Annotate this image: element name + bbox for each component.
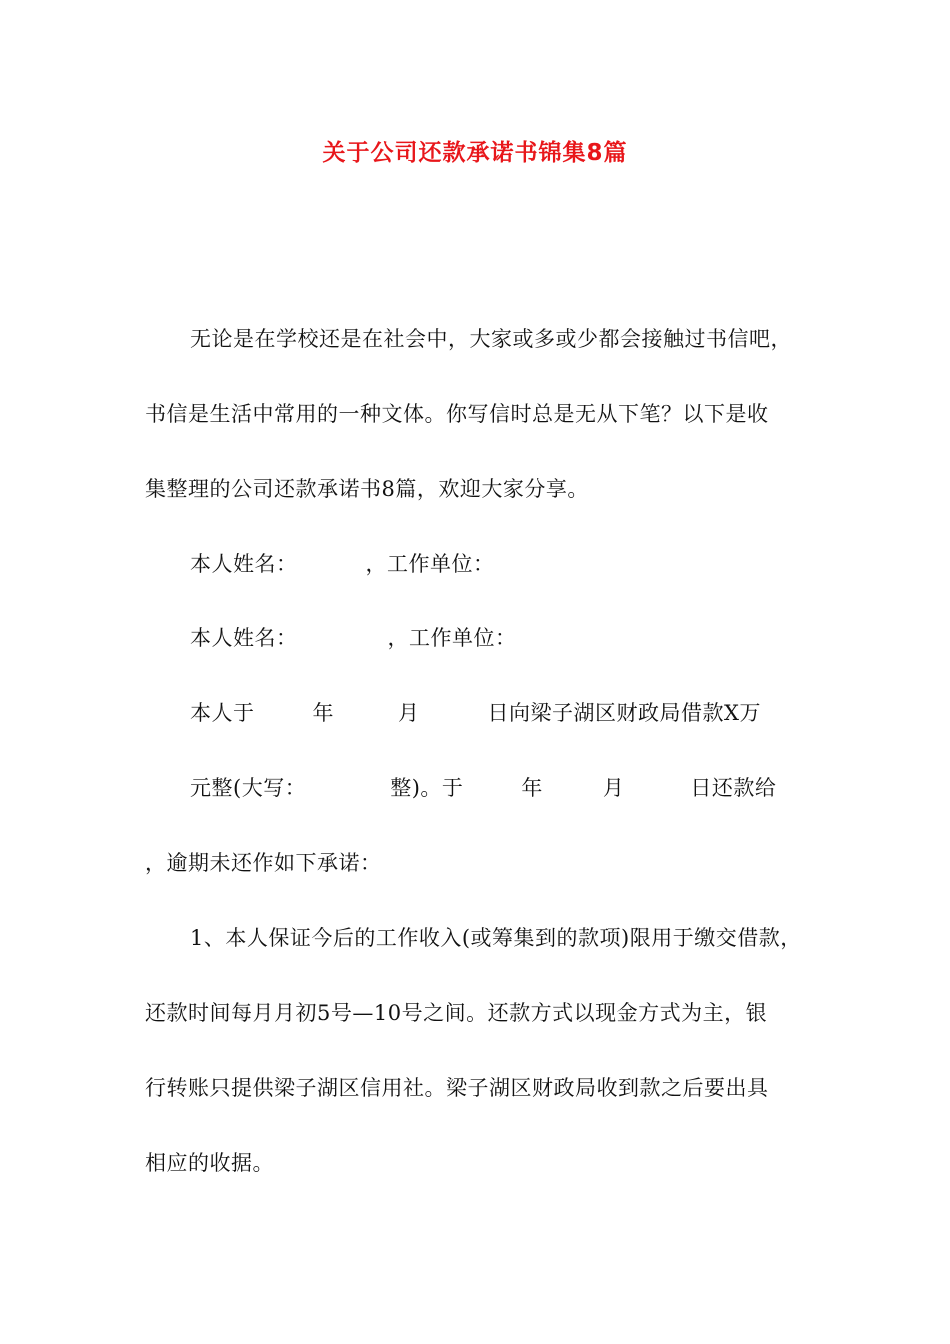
form-line-overdue: ，逾期未还作如下承诺： <box>145 851 382 875</box>
clause1-line-1: 1、本人保证今后的工作收入(或筹集到的款项)限用于缴交借款， <box>190 926 802 950</box>
form-line-loan-date <box>190 698 761 728</box>
form-line-name-1 <box>190 549 495 579</box>
unit-label: ，工作单位： <box>365 552 495 576</box>
year-label: 年 <box>521 776 543 800</box>
intro-line-1: 无论是在学校还是在社会中，大家或多或少都会接触过书信吧， <box>190 327 792 351</box>
document-title: 关于公司还款承诺书锦集8篇 <box>322 140 628 166</box>
clause1-line-2: 还款时间每月月初5号—10号之间。还款方式以现金方式为主，银 <box>145 1001 768 1025</box>
loan-suffix: 日向梁子湖区财政局借款X万 <box>487 701 761 725</box>
intro-line-2: 书信是生活中常用的一种文体。你写信时总是无从下笔？以下是收 <box>145 402 769 426</box>
name-label: 本人姓名： <box>190 626 298 650</box>
intro-line-3: 集整理的公司还款承诺书8篇，欢迎大家分享。 <box>145 477 589 501</box>
amount-mid: 整)。于 <box>390 776 464 800</box>
loan-prefix: 本人于 <box>190 701 255 725</box>
month-label: 月 <box>602 776 625 800</box>
year-label: 年 <box>312 701 334 725</box>
clause1-line-4: 相应的收据。 <box>145 1151 274 1175</box>
amount-prefix: 元整(大写： <box>190 776 307 800</box>
form-line-name-2 <box>190 623 517 653</box>
unit-label: ，工作单位： <box>387 626 517 650</box>
form-line-amount <box>190 773 776 803</box>
name-label: 本人姓名： <box>190 552 298 576</box>
clause1-line-3: 行转账只提供梁子湖区信用社。梁子湖区财政局收到款之后要出具 <box>145 1076 769 1100</box>
repay-suffix: 日还款给 <box>690 776 777 800</box>
month-label: 月 <box>398 701 420 725</box>
